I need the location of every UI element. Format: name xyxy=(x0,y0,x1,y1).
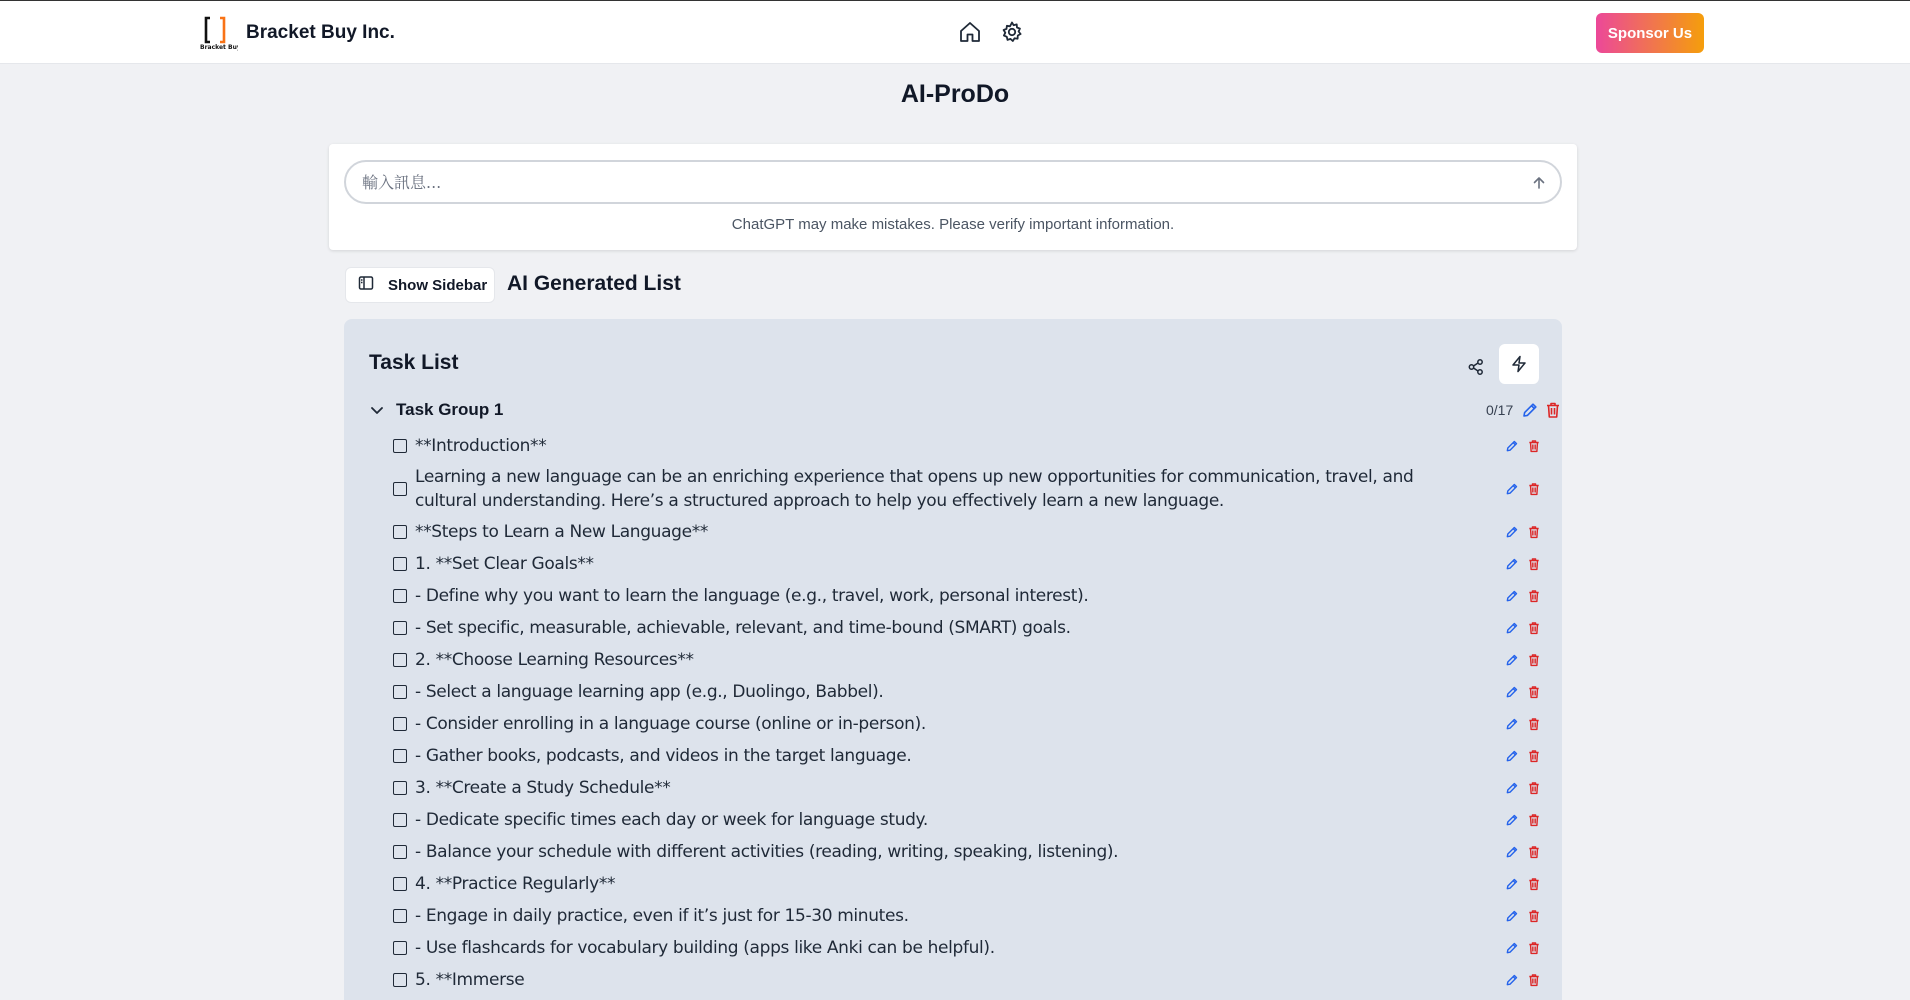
edit-pencil-icon[interactable] xyxy=(1505,749,1519,763)
task-item xyxy=(393,932,1543,964)
task-item xyxy=(393,644,1543,676)
generate-button[interactable] xyxy=(1499,344,1539,384)
task-item xyxy=(393,708,1543,740)
delete-trash-icon[interactable] xyxy=(1527,557,1541,571)
task-actions xyxy=(1505,439,1541,453)
delete-trash-icon[interactable] xyxy=(1527,439,1541,453)
send-arrow-icon[interactable] xyxy=(1530,174,1548,192)
delete-trash-icon[interactable] xyxy=(1527,845,1541,859)
edit-pencil-icon[interactable] xyxy=(1505,781,1519,795)
edit-pencil-icon[interactable] xyxy=(1505,439,1519,453)
logo-caption: Bracket Buy xyxy=(200,44,238,51)
delete-trash-icon[interactable] xyxy=(1527,973,1541,987)
task-text: 3. **Create a Study Schedule** xyxy=(415,778,671,798)
task-item xyxy=(393,580,1543,612)
task-checkbox[interactable] xyxy=(393,653,407,667)
chevron-down-icon[interactable] xyxy=(369,402,385,418)
task-text: - Select a language learning app (e.g., Duolingo, Babbel). xyxy=(415,682,884,702)
task-list-panel xyxy=(344,319,1562,1000)
task-text: - Balance your schedule with different activities (reading, writing, speaking, listening). xyxy=(415,842,1119,862)
message-composer-card xyxy=(329,144,1577,250)
task-checkbox[interactable] xyxy=(393,717,407,731)
task-item xyxy=(393,516,1543,548)
task-list-title: Task List xyxy=(369,351,459,374)
edit-pencil-icon[interactable] xyxy=(1505,941,1519,955)
show-sidebar-label: Show Sidebar xyxy=(388,276,488,294)
delete-trash-icon[interactable] xyxy=(1527,717,1541,731)
task-item xyxy=(393,900,1543,932)
share-button[interactable] xyxy=(1458,349,1494,385)
task-text: - Dedicate specific times each day or week for language study. xyxy=(415,810,928,830)
task-actions xyxy=(1505,653,1541,667)
task-group-header xyxy=(369,399,1539,421)
page-title: AI-ProDo xyxy=(900,80,1010,108)
sponsor-us-button[interactable]: Sponsor Us xyxy=(1596,13,1704,53)
task-checkbox[interactable] xyxy=(393,749,407,763)
task-checkbox[interactable] xyxy=(393,877,407,891)
home-icon[interactable] xyxy=(957,19,983,45)
task-actions xyxy=(1505,685,1541,699)
task-text: - Consider enrolling in a language course (online or in-person). xyxy=(415,714,926,734)
task-checkbox[interactable] xyxy=(393,973,407,987)
task-text: - Set specific, measurable, achievable, relevant, and time-bound (SMART) goals. xyxy=(415,618,1071,638)
delete-trash-icon[interactable] xyxy=(1527,525,1541,539)
task-text: - Use flashcards for vocabulary building (apps like Anki can be helpful). xyxy=(415,938,995,958)
edit-pencil-icon[interactable] xyxy=(1505,525,1519,539)
task-text: - Define why you want to learn the language (e.g., travel, work, personal interest). xyxy=(415,586,1089,606)
task-checkbox[interactable] xyxy=(393,685,407,699)
task-actions xyxy=(1505,482,1541,496)
edit-pencil-icon[interactable] xyxy=(1505,685,1519,699)
task-item xyxy=(393,772,1543,804)
task-actions xyxy=(1505,941,1541,955)
edit-pencil-icon[interactable] xyxy=(1505,813,1519,827)
task-text: **Introduction** xyxy=(415,436,547,456)
edit-pencil-icon[interactable] xyxy=(1505,717,1519,731)
delete-trash-icon[interactable] xyxy=(1527,941,1541,955)
brand[interactable] xyxy=(200,15,395,51)
task-checkbox[interactable] xyxy=(393,589,407,603)
delete-trash-icon[interactable] xyxy=(1527,621,1541,635)
delete-trash-icon[interactable] xyxy=(1527,749,1541,763)
task-checkbox[interactable] xyxy=(393,941,407,955)
task-group-name: Task Group 1 xyxy=(396,400,504,419)
edit-pencil-icon[interactable] xyxy=(1505,653,1519,667)
edit-pencil-icon[interactable] xyxy=(1505,621,1519,635)
task-actions xyxy=(1505,589,1541,603)
list-heading: AI Generated List xyxy=(507,272,681,295)
delete-trash-icon[interactable] xyxy=(1527,877,1541,891)
task-item xyxy=(393,740,1543,772)
bracket-buy-logo-icon xyxy=(200,15,238,51)
task-actions xyxy=(1505,781,1541,795)
task-actions xyxy=(1505,973,1541,987)
task-items xyxy=(393,430,1543,996)
task-item xyxy=(393,868,1543,900)
task-item xyxy=(393,548,1543,580)
task-actions xyxy=(1505,557,1541,571)
message-input-wrapper xyxy=(344,160,1562,204)
task-text: 5. **Immerse xyxy=(415,970,525,990)
task-text: - Engage in daily practice, even if it’s just for 15-30 minutes. xyxy=(415,906,909,926)
task-item xyxy=(393,836,1543,868)
task-checkbox[interactable] xyxy=(393,845,407,859)
task-checkbox[interactable] xyxy=(393,525,407,539)
gear-icon[interactable] xyxy=(999,19,1025,45)
task-item xyxy=(393,804,1543,836)
task-actions xyxy=(1505,525,1541,539)
task-text: **Steps to Learn a New Language** xyxy=(415,522,709,542)
task-checkbox[interactable] xyxy=(393,557,407,571)
task-actions xyxy=(1505,877,1541,891)
delete-trash-icon[interactable] xyxy=(1527,482,1541,496)
task-checkbox[interactable] xyxy=(393,621,407,635)
task-actions xyxy=(1505,749,1541,763)
edit-pencil-icon[interactable] xyxy=(1505,877,1519,891)
task-checkbox[interactable] xyxy=(393,482,407,496)
task-actions xyxy=(1505,909,1541,923)
task-text: 2. **Choose Learning Resources** xyxy=(415,650,694,670)
task-item xyxy=(393,612,1543,644)
task-item xyxy=(393,430,1543,462)
task-item xyxy=(393,462,1543,516)
task-text: 4. **Practice Regularly** xyxy=(415,874,616,894)
delete-trash-icon[interactable] xyxy=(1527,781,1541,795)
edit-pencil-icon[interactable] xyxy=(1505,973,1519,987)
task-actions xyxy=(1505,845,1541,859)
task-actions xyxy=(1505,621,1541,635)
brand-name: Bracket Buy Inc. xyxy=(246,22,395,43)
task-text: - Gather books, podcasts, and videos in the target language. xyxy=(415,746,912,766)
group-edit-pencil-icon[interactable] xyxy=(1521,401,1539,419)
edit-pencil-icon[interactable] xyxy=(1505,909,1519,923)
edit-pencil-icon[interactable] xyxy=(1505,589,1519,603)
delete-trash-icon[interactable] xyxy=(1527,685,1541,699)
task-actions xyxy=(1505,717,1541,731)
header-nav-icons xyxy=(957,19,1025,45)
sidebar-panel-icon xyxy=(358,275,374,295)
task-checkbox[interactable] xyxy=(393,439,407,453)
task-group-progress: 0/17 xyxy=(1486,402,1514,418)
top-navigation-bar xyxy=(0,0,1910,64)
delete-trash-icon[interactable] xyxy=(1527,813,1541,827)
disclaimer-text: ChatGPT may make mistakes. Please verify important information. xyxy=(731,216,1175,233)
task-actions xyxy=(1505,813,1541,827)
task-text: Learning a new language can be an enriching experience that opens up new opportunities for communication, travel, and cultural understanding. Here’s a structured approach to help you effectively learn a new language. xyxy=(415,467,1414,511)
edit-pencil-icon[interactable] xyxy=(1505,557,1519,571)
delete-trash-icon[interactable] xyxy=(1527,589,1541,603)
message-input[interactable] xyxy=(362,162,1512,202)
task-checkbox[interactable] xyxy=(393,813,407,827)
delete-trash-icon[interactable] xyxy=(1527,653,1541,667)
task-text: 1. **Set Clear Goals** xyxy=(415,554,594,574)
show-sidebar-button[interactable] xyxy=(345,267,495,303)
edit-pencil-icon[interactable] xyxy=(1505,845,1519,859)
task-checkbox[interactable] xyxy=(393,909,407,923)
task-item xyxy=(393,964,1543,996)
edit-pencil-icon[interactable] xyxy=(1505,482,1519,496)
delete-trash-icon[interactable] xyxy=(1527,909,1541,923)
task-checkbox[interactable] xyxy=(393,781,407,795)
group-delete-trash-icon[interactable] xyxy=(1544,401,1562,419)
task-item xyxy=(393,676,1543,708)
